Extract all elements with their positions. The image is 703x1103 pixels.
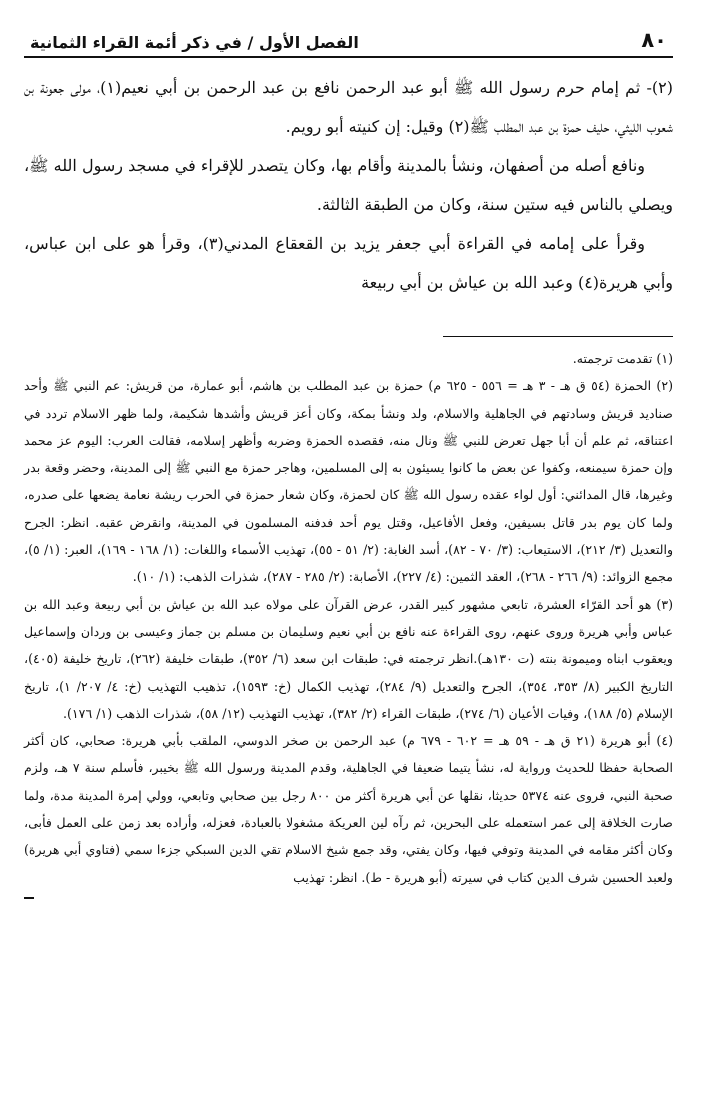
page-header (24, 14, 673, 58)
running-head: الفصل الأول / في ذكر أئمة القراء الثمانية (30, 33, 359, 52)
footnote: (٢) الحمزة (٥٤ ق هـ - ٣ هـ = ٥٥٦ - ٦٢٥ م) حمزة بن عبد المطلب بن هاشم، أبو عمارة، من قريش: عم النبي ﷺ وأحد صناديد قريش وسادتهم في الجاهلية والاسلام، ولد ونشأ بمكة، وكان أعز قريش وأشدها شكيمة، ولما ظهر الاسلام تردد في اعتناقه، ثم علم أن أبا جهل تعرض للنبي ﷺ ونال منه، فقصده الحمزة وضربه وأظهر إسلامه، فقالت العرب: اليوم عز محمد وإن حمزة سيمنعه، وكفوا عن بعض ما كانوا يسيئون به إلى المسلمين، وهاجر حمزة مع النبي ﷺ إلى المدينة، وحضر وقعة بدر وغيرها، قال المدائني: أول لواء عقده رسول الله ﷺ كان لحمزة، وكان شعار حمزة في الحرب ريشة نعامة يضعها على صدره، ولما كان يوم بدر قاتل بسيفين، وفعل الأفاعيل، وقتل يوم أحد فدفنه المسلمون في المدينة، وانقرض عقبه. انظر: الجرح والتعديل (٣/ ٢١٢)، الاستيعاب: (٣/ ٧٠ - ٨٢)، أسد الغابة: (٢/ ٥١ - ٥٥)، تهذيب الأسماء واللغات: (١/ ١٦٨ - ١٦٩)، العبر: (١/ ٥)، مجمع الزوائد: (٩/ ٢٦٦ - ٢٦٨)، العقد الثمين: (٤/ ٢٢٧)، الأصابة: (٢/ ٢٨٥ - ٢٨٧)، شذرات الذهب: (١/ ١٠). (24, 378, 674, 585)
footnote: (٣) هو أحد القرّاء العشرة، تابعي مشهور كبير القدر، عرض القرآن على مولاه عبد الله بن عياش بن أبي ربيعة وعبد الله بن عباس وأبي هريرة وروى عنهم، روى القراءة عنه نافع بن أبي نعيم وسليمان بن مسلم بن جماز وعيسى بن وردان وإسماعيل ويعقوب ابناه وميمونة بنته (ت ١٣٠هـ).انظر ترجمته في: طبقات ابن سعد (٦/ ٣٥٢)، طبقات خليفة (٢٦٢)، تاريخ خليفة (٤٠٥)، التاريخ الكبير (٨/ ٣٥٣، ٣٥٤)، الجرح والتعديل (٩/ ٢٨٤)، تهذيب الكمال (خ: ١٥٩٣)، تذهيب التهذيب (خ: ٤/ ٢٠٧/ ١)، تاريخ الإسلام (٥/ ١٨٨)، وفيات الأعيان (٦/ ٢٧٤)، طبقات القراء (٢/ ٣٨٢)، تهذيب التهذيب (١٢/ ٥٨)، شذرات الذهب (١/ ١٧٦). (24, 596, 674, 721)
continuation-mark (24, 897, 34, 899)
main-text (24, 68, 673, 302)
paragraph: ونافع أصله من أصفهان، ونشأ بالمدينة وأقام بها، وكان يتصدر للإقراء في مسجد رسول الله ﷺ، ويصلي بالناس فيه ستين سنة، وكان من الطبقة الثالثة. (24, 156, 673, 214)
footnote-separator (443, 336, 673, 337)
footnotes (24, 345, 673, 899)
footnote: (٤) أبو هريرة (٢١ ق هـ - ٥٩ هـ = ٦٠٢ - ٦٧٩ م) عبد الرحمن بن صخر الدوسي، الملقب بأبي هريرة: صحابي، كان أكثر الصحابة حفظا للحديث ورواية له، نشأ يتيما ضعيفا في الجاهلية، وقدم المدينة ورسول الله ﷺ بخيبر، فأسلم سنة ٧ هـ، ولزم صحبة النبي، فروى عنه ٥٣٧٤ حديثا، نقلها عن أبي هريرة أكثر من ٨٠٠ رجل بين صحابي وتابعي، وولي إمرة المدينة مدة، ولما صارت الخلافة إلى عمر استعمله على البحرين، ثم رآه لين العريكة مشغولا بالعبادة، فعزله، وأراده بعد زمن على العمل فأبى، وكان أكثر مقامه في المدينة وتوفي فيها، وكان يفتي، وقد جمع شيخ الاسلام تقي الدين السبكي جزءا سمي (فتاوي أبي هريرة) ولعبد الحسين شرف الدين كتاب في سيرته (أبو هريرة - ط). انظر: تهذيب (24, 733, 674, 885)
paragraph: وقرأ على إمامه في القراءة أبي جعفر يزيد بن القعقاع المدني(٣)، وقرأ هو على ابن عباس، وأبي هريرة(٤) وعبد الله بن عياش بن أبي ربيعة (24, 234, 673, 292)
paragraph: (٢)- ثم إمام حرم رسول الله ﷺ أبو عبد الرحمن نافع بن عبد الرحمن بن أبي نعيم(١)، مولى جعونة بن شعوب الليثي، حليف حمزة بن عبد المطلب ﷺ(٢) وقيل: إن كنيته أبو رويم. (24, 78, 674, 136)
page-number: ٨٠ (641, 28, 667, 52)
footnote: (١) تقدمت ترجمته. (572, 351, 673, 366)
